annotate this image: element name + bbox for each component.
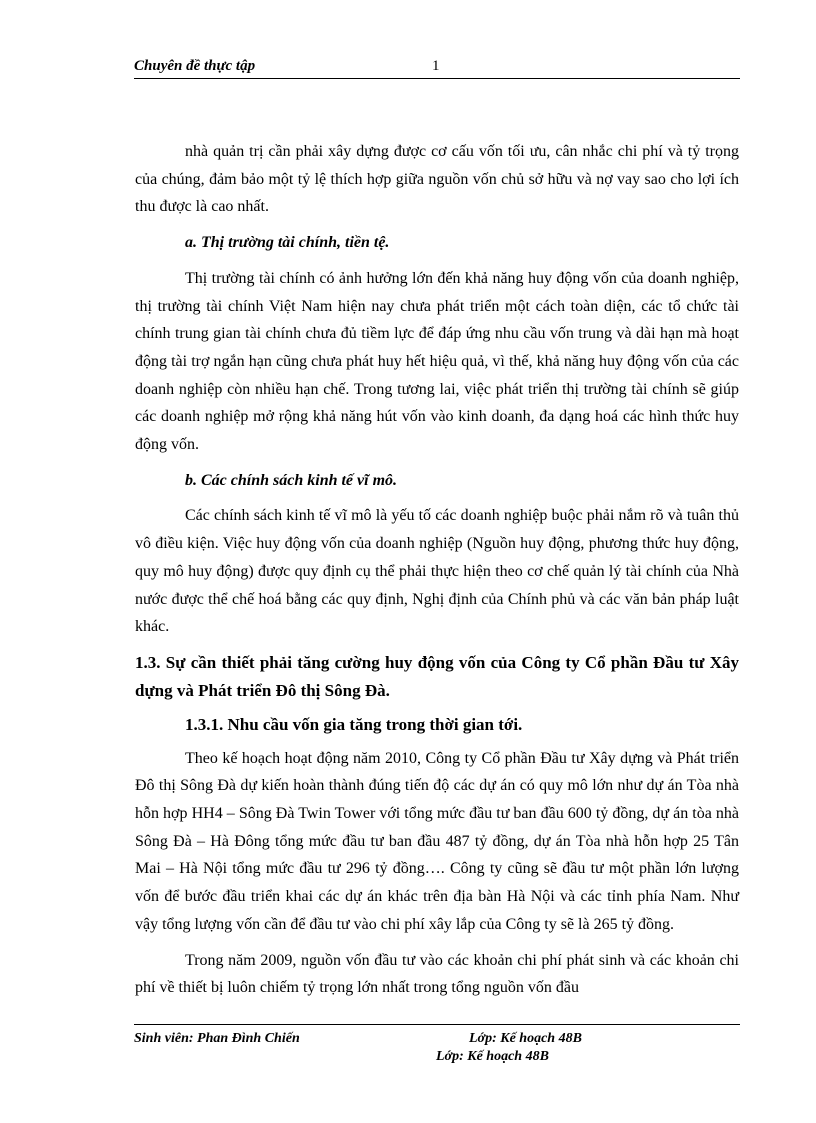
footer-class-repeat: Lớp: Kế hoạch 48B [436,1049,549,1064]
page-footer [134,1024,740,1064]
paragraph-a: Thị trường tài chính có ảnh hưởng lớn đến khả năng huy động vốn của doanh nghiệp, thị trường tài chính Việt Nam hiện nay chưa phát triển một cách toàn diện, các tổ chức tài chính trung gian tài chính chưa đủ tiềm lực để đáp ứng nhu cầu vốn trung và dài hạn mà hoạt động tài trợ ngắn hạn cũng chưa phát huy hết hiệu quả, vì thế, khả năng huy động vốn của các doanh nghiệp còn nhiều hạn chế. Trong tương lai, việc phát triển thị trường tài chính sẽ giúp các doanh nghiệp mở rộng khả năng hút vốn vào kinh doanh, đa dạng hoá các hình thức huy động vốn. [135,269,739,454]
paragraph-1-3-1-first: Theo kế hoạch hoạt động năm 2010, Công ty Cổ phần Đầu tư Xây dựng và Phát triển Đô thị Sông Đà dự kiến hoàn thành đúng tiến độ các dự án có quy mô lớn như dự án Tòa nhà hỗn hợp HH4 – Sông Đà Twin Tower với tổng mức đầu tư ban đầu 600 tỷ đồng, dự án tòa nhà Sông Đà – Hà Đông tổng mức đầu tư ban đầu 487 tỷ đồng, dự án Tòa nhà hỗn hợp 25 Tân Mai – Hà Nội tổng mức đầu tư 296 tỷ đồng…. Công ty cũng sẽ đầu tư một phần lớn lượng vốn để bước đầu triển khai các dự án khác trên địa bàn Hà Nội và các tỉnh phía Nam. Như vậy tổng lượng vốn cần để đầu tư vào chi phí xây lắp của Công ty sẽ là 265 tỷ đồng. [135,749,739,933]
page-number: 1 [432,58,440,74]
footer-class: Lớp: Kế hoạch 48B [469,1031,582,1046]
paragraph-b: Các chính sách kinh tế vĩ mô là yếu tố các doanh nghiệp buộc phải nắm rõ và tuân thủ vô điều kiện. Việc huy động vốn của doanh nghiệp (Nguồn huy động, phương thức huy động, quy mô huy động) được quy định cụ thể phải thực hiện theo cơ chế quản lý tài chính của Nhà nước được thể chế hoá bằng các quy định, Nghị định của Chính phủ và các văn bản pháp luật khác. [135,507,739,636]
paragraph-1-3-1-second: Trong năm 2009, nguồn vốn đầu tư vào các khoản chi phí phát sinh và các khoản chi phí về thiết bị luôn chiếm tỷ trọng lớn nhất trong tổng nguồn vốn đầu [135,951,739,997]
heading-b: b. Các chính sách kinh tế vĩ mô. [185,471,398,489]
heading-a: a. Thị trường tài chính, tiền tệ. [185,234,390,252]
document-body [135,138,739,1002]
footer-student-name: Sinh viên: Phan Đình Chiến [134,1031,300,1046]
section-heading-1-3: 1.3. Sự cần thiết phải tăng cường huy động vốn của Công ty Cổ phần Đầu tư Xây dựng và Phát triển Đô thị Sông Đà. [135,652,739,700]
subsection-heading-1-3-1: 1.3.1. Nhu cầu vốn gia tăng trong thời gian tới. [185,714,523,734]
page-header [134,58,740,79]
document-title: Chuyên đề thực tập [134,58,256,74]
paragraph-intro: nhà quản trị cần phải xây dựng được cơ cấu vốn tối ưu, cân nhắc chi phí và tỷ trọng của chúng, đảm bảo một tỷ lệ thích hợp giữa nguồn vốn chủ sở hữu và nợ vay sao cho lợi ích thu được là cao nhất. [135,143,739,216]
